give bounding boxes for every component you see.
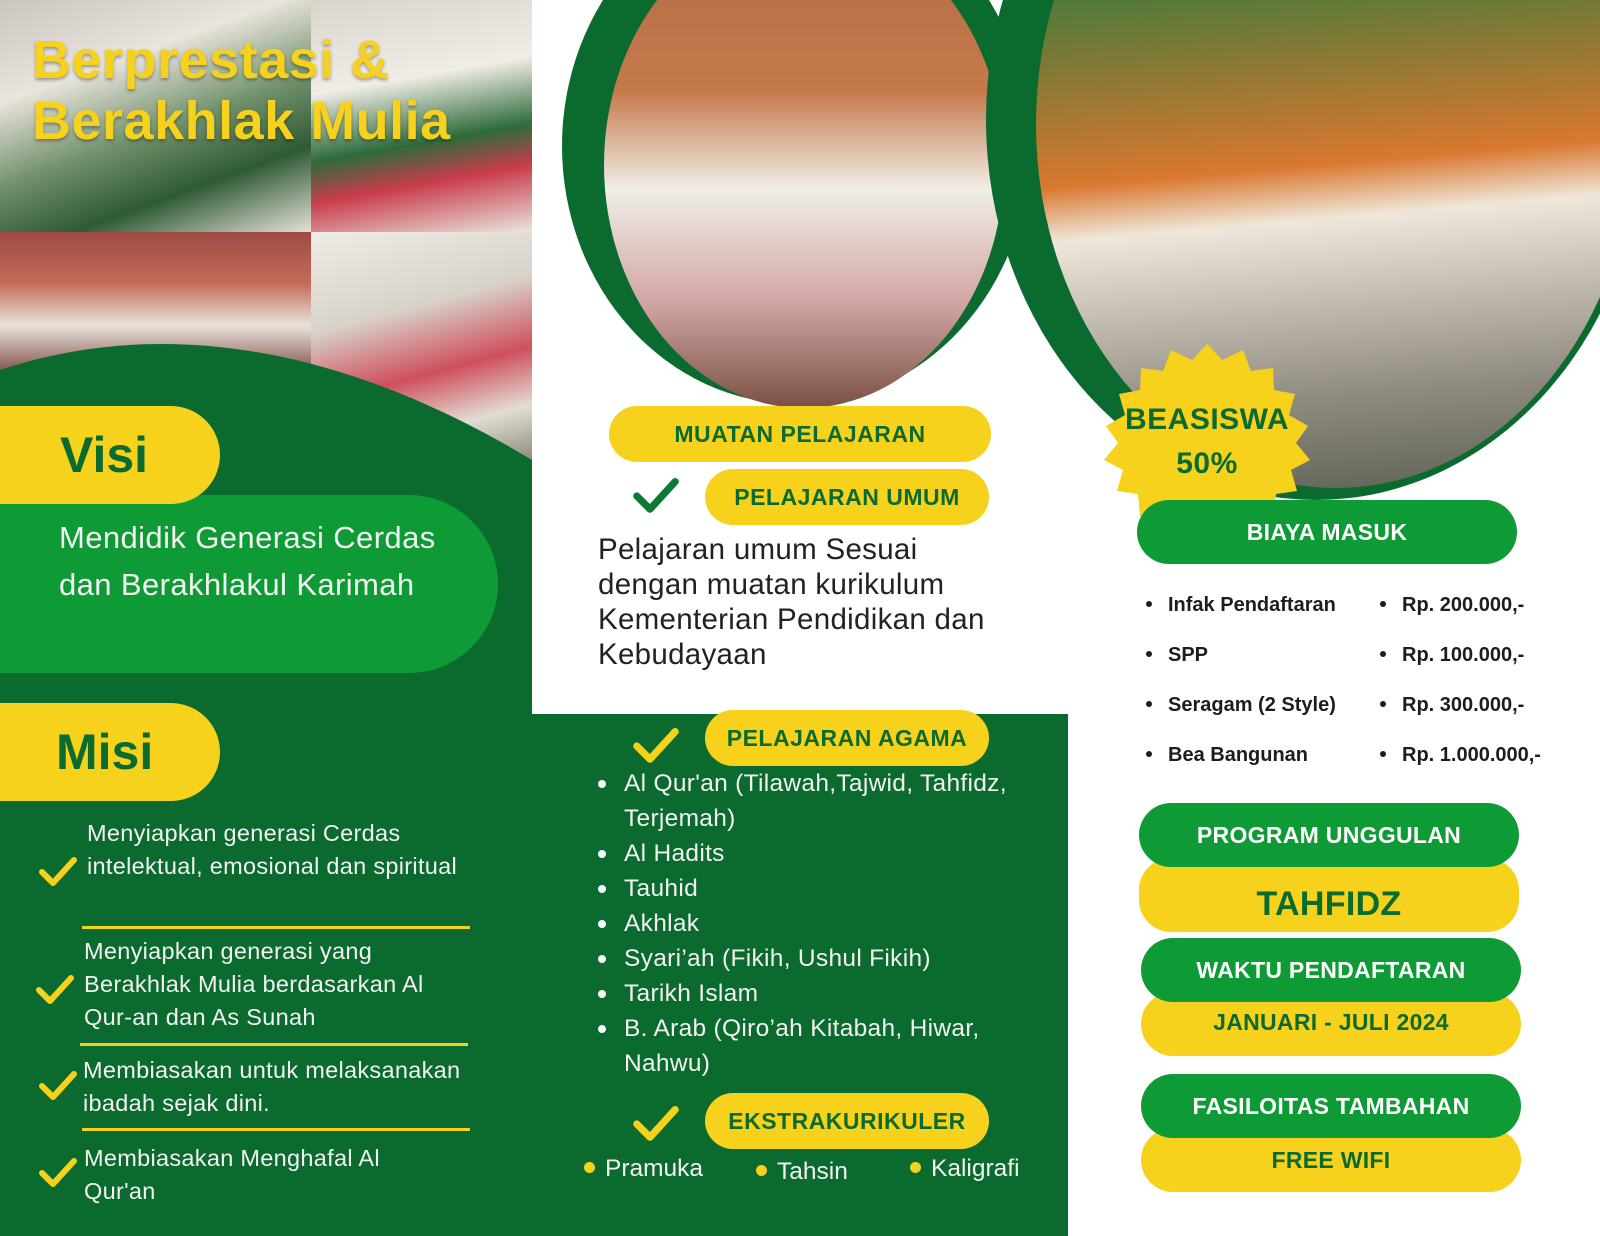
program-unggulan-label: PROGRAM UNGGULAN: [1139, 803, 1519, 867]
beasiswa-value: 50%: [1176, 447, 1238, 480]
bullet-icon: [1380, 601, 1386, 607]
fee-name: SPP: [1146, 642, 1208, 668]
check-icon: [38, 1153, 78, 1193]
check-icon: [35, 970, 75, 1010]
misi-item-2: Menyiapkan generasi yang Berakhlak Mulia berdasarkan Al Qur-an dan As Sunah: [84, 938, 424, 1030]
check-icon: [632, 722, 680, 770]
bullet-icon: [910, 1162, 921, 1173]
misi-divider: [82, 1128, 470, 1131]
visi-heading: Visi: [0, 406, 220, 504]
pelajaran-agama-label: PELAJARAN AGAMA: [705, 710, 989, 766]
fee-amount: Rp. 100.000,-: [1380, 642, 1524, 668]
pelajaran-agama-list: [596, 766, 1036, 1081]
waktu-pendaftaran-label: WAKTU PENDAFTARAN: [1141, 938, 1521, 1002]
bullet-icon: [1380, 651, 1386, 657]
misi-item-1: Menyiapkan generasi Cerdas intelektual, emosional dan spiritual: [87, 820, 458, 879]
fee-amount: Rp. 1.000.000,-: [1380, 742, 1541, 768]
fasilitas-tambahan-value: FREE WIFI: [1141, 1128, 1521, 1192]
bullet-icon: [1146, 751, 1152, 757]
misi-heading: Misi: [0, 703, 220, 801]
ekstra-item: Tahsin: [756, 1157, 848, 1187]
check-icon: [632, 472, 680, 520]
visi-text: Mendidik Generasi Cerdas dan Berakhlakul Karimah: [59, 520, 436, 602]
beasiswa-label: BEASISWA: [1124, 403, 1290, 436]
biaya-masuk-label: BIAYA MASUK: [1137, 500, 1517, 564]
fee-name: Seragam (2 Style): [1146, 692, 1336, 718]
beasiswa-badge-text: [1098, 398, 1316, 486]
list-item: B. Arab (Qiro’ah Kitabah, Hiwar, Nahwu): [596, 1011, 1036, 1081]
list-item: Tarikh Islam: [596, 976, 1036, 1011]
fee-amount: Rp. 200.000,-: [1380, 592, 1524, 618]
program-unggulan-value: TAHFIDZ: [1139, 858, 1519, 932]
fee-amount: Rp. 300.000,-: [1380, 692, 1524, 718]
check-icon: [632, 1100, 680, 1148]
misi-divider: [80, 1043, 468, 1046]
hero-title: Berprestasi & Berakhlak Mulia: [32, 30, 451, 151]
fasilitas-tambahan-label: FASILOITAS TAMBAHAN: [1141, 1074, 1521, 1138]
check-icon: [38, 1066, 78, 1106]
misi-item-4: Membiasakan Menghafal Al Qur'an: [84, 1145, 380, 1204]
ekstra-item: Kaligrafi: [910, 1154, 1020, 1184]
ekstrakurikuler-label: EKSTRAKURIKULER: [705, 1093, 989, 1149]
waktu-pendaftaran-value: JANUARI - JULI 2024: [1141, 992, 1521, 1056]
bullet-icon: [1380, 751, 1386, 757]
bullet-icon: [584, 1162, 595, 1173]
bullet-icon: [1380, 701, 1386, 707]
fee-name: Bea Bangunan: [1146, 742, 1308, 768]
list-item: Syari’ah (Fikih, Ushul Fikih): [596, 941, 1036, 976]
muatan-pelajaran-label: MUATAN PELAJARAN: [609, 406, 991, 462]
list-item: Tauhid: [596, 871, 1036, 906]
bullet-icon: [1146, 601, 1152, 607]
list-item: Akhlak: [596, 906, 1036, 941]
list-item: Al Qur'an (Tilawah,Tajwid, Tahfidz, Terjemah): [596, 766, 1036, 836]
misi-item-3: Membiasakan untuk melaksanakan ibadah sejak dini.: [83, 1057, 461, 1116]
ekstra-item: Pramuka: [584, 1154, 703, 1184]
misi-divider: [82, 926, 470, 929]
pelajaran-umum-label: PELAJARAN UMUM: [705, 469, 989, 525]
list-item: Al Hadits: [596, 836, 1036, 871]
bullet-icon: [1146, 701, 1152, 707]
fee-name: Infak Pendaftaran: [1146, 592, 1336, 618]
bullet-icon: [756, 1165, 767, 1176]
bullet-icon: [1146, 651, 1152, 657]
pelajaran-umum-text: Pelajaran umum Sesuai dengan muatan kurikulum Kementerian Pendidikan dan Kebudayaan: [598, 533, 985, 671]
check-icon: [38, 852, 78, 892]
